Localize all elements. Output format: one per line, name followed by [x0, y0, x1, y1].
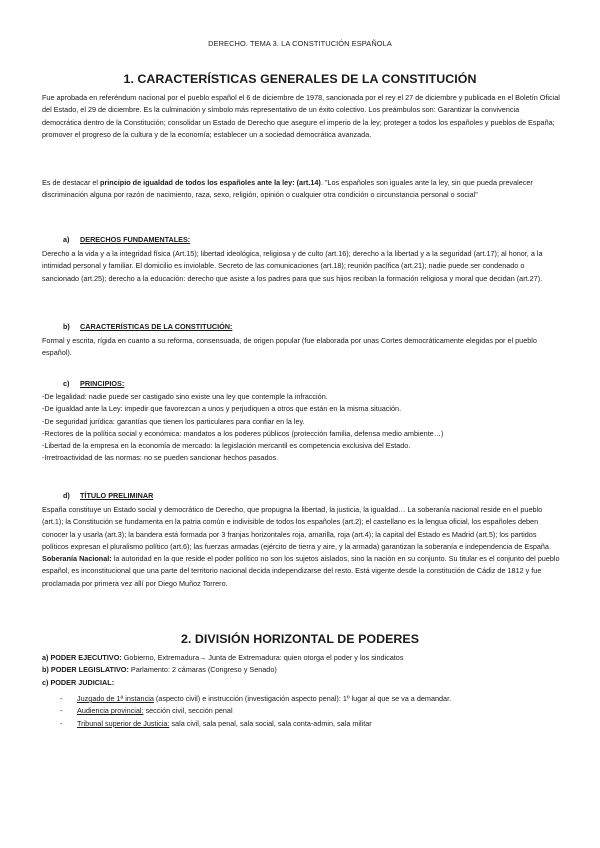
list-item	[60, 705, 560, 717]
subsection-d-body	[42, 504, 560, 590]
bullet-dash: -	[60, 694, 63, 703]
subsection-a-body	[42, 248, 560, 285]
list-item: -Rectores de la política social y económica: mandatos a los poderes públicos (protección familia, defensa medio ambiente…)	[42, 428, 444, 438]
subsection-d-letter: d)	[63, 491, 70, 500]
list-item: -De legalidad: nadie puede ser castigado sino existe una ley que contemple la infracción.	[42, 392, 328, 401]
subsection-a-text: Derecho a la vida y a la integridad física (Art.15); libertad ideológica, religiosa y de culto (art.16); derecho a la libertad y a la seguridad (art.17); al honor, a la intimidad personal y familiar. El domicilio es inviolable. Secreto de las comunicaciones (art.18); reunión pacífica (art.21); nadie puede ser condenado o sancionado (art.25); derecho a la educación: derecho que asiste a los padres para que sus hijos reciban la formación religiosa y moral que decidan (art.27).	[42, 249, 543, 283]
sovereignty-label: Soberanía Nacional:	[42, 554, 112, 564]
subsection-a-heading	[63, 235, 190, 244]
subsection-a-title: DERECHOS FUNDAMENTALES:	[80, 235, 191, 244]
executive-label: a) PODER EJECUTIVO:	[42, 653, 122, 662]
executive-text: Gobierno, Extremadura→ Junta de Extremadura: quien otorga el poder y los sindicatos	[121, 653, 404, 662]
section-1-title: 1. CARACTERÍSTICAS GENERALES DE LA CONSTITUCIÓN	[123, 72, 477, 86]
list-item: -De igualdad ante la Ley: impedir que favorezcan a unos y perjudiquen a otros que están en la misma situación.	[42, 404, 402, 414]
bullet-dash: -	[60, 718, 63, 728]
court-name: Tribunal superior de Justicia:	[77, 718, 170, 728]
subsection-d-heading	[63, 491, 153, 500]
equality-principle: principio de igualdad de todos los españoles ante la ley: (art.14)	[100, 178, 321, 187]
list-item	[60, 693, 560, 705]
intro-paragraph	[42, 92, 560, 141]
equality-text: . "Los españoles son iguales ante la ley, sin que pueda prevalecer discriminación alguna por razón de nacimiento, raza, sexo, religión, opinión o cualquier otra condición o circunstancia personal o social"	[42, 178, 533, 200]
judicial-list	[60, 693, 560, 730]
legislative-label: b) PODER LEGISLATIVO:	[42, 665, 129, 675]
subsection-c-letter: c)	[63, 379, 70, 388]
court-name: Juzgado de 1ª instancia	[77, 694, 154, 703]
list-item: -De seguridad jurídica: garantías que tienen los particulares para confiar en la ley.	[42, 416, 305, 426]
subsection-c-title: PRINCIPIOS:	[80, 379, 125, 388]
list-item: -Irretroactividad de las normas: no se pueden sancionar hechos pasados.	[42, 453, 279, 463]
subsection-c-heading	[63, 379, 124, 388]
page-header: DERECHO. TEMA 3. LA CONSTITUCIÓN ESPAÑOLA	[208, 39, 392, 48]
powers-list	[42, 652, 560, 689]
court-desc: sección civil, sección penal	[143, 706, 233, 716]
judicial-label: c) PODER JUDICIAL:	[42, 677, 115, 687]
subsection-b-text: Formal y escrita, rígida en cuanto a su reforma, consensuada, de origen popular (fue elaborada por unas Cortes democráticamente elegidas por el pueblo español).	[42, 336, 537, 358]
legislative-text: Parlamento: 2 cámaras (Congreso y Senado)	[128, 665, 277, 675]
subsection-d-text: España constituye un Estado social y democrático de Derecho, que propugna la libertad, la justicia, la igualdad… La soberanía nacional reside en el pueblo (art.1); la Constitución se fundamenta en la patria común e indivisible de todos los españoles (art.2); el castellano es la lengua oficial, los españoles deben conocer la y usarla (art.3); la bandera está formada por 3 franjas horizontales roja, amarilla, roja (art.4); la capital del Estado es Madrid (art.5); los partidos políticos expresan el pluralismo político (art.6); las fuerzas armadas (ejército de tierra y aire, y la armada) garantizan la soberanía e independencia de España.	[42, 505, 551, 551]
court-name: Audiencia provincial:	[77, 706, 144, 716]
section-2-title: 2. DIVISIÓN HORIZONTAL DE PODERES	[180, 632, 420, 646]
subsection-b-title: CARACTERÍSTICAS DE LA CONSTITUCIÓN:	[80, 322, 233, 331]
subsection-d-title: TÍTULO PRELIMINAR	[80, 491, 154, 500]
principles-list	[42, 391, 560, 465]
court-desc: sala civil, sala penal, sala social, sala conta-admin, sala militar	[169, 718, 372, 728]
sovereignty-text: la autoridad en la que reside el poder político no son los sujetos aislados, sino la nación en su conjunto. Su titular es el conjunto del pueblo español, es inconstitucional que una parte del territorio nacional decida independizarse del resto. Está vigente desde la constitución de Cádiz de 1812 y fue proclamada por primera vez allí por Diego Muñoz Torrero.	[42, 554, 560, 588]
court-desc: (aspecto civil) e instrucción (investigación aspecto penal): 1º lugar al que se va a demandar.	[153, 694, 452, 703]
subsection-b-letter: b)	[63, 322, 70, 331]
list-item	[60, 718, 560, 730]
subsection-b-body	[42, 335, 560, 360]
equality-prefix: Es de destacar el	[42, 178, 101, 187]
subsection-a-letter: a)	[63, 235, 70, 244]
intro-text: Fue aprobada en referéndum nacional por el pueblo español el 6 de diciembre de 1978, sancionada por el rey el 27 de diciembre y publicada en el Boletín Oficial del Estado, el 29 de diciembre. Es la culminación y símbolo más representativo de un éxito colectivo. Los preámbulos son: Garantizar la convivencia democrática dentro de la Constitución; consolidar un Estado de Derecho que asegure el imperio de la ley; proteger a todos los españoles y pueblos de España; promover el progreso de la cultura y de la economía; establecer un a sociedad democrática avanzada.	[42, 93, 560, 139]
list-item: -Libertad de la empresa en la economía de mercado: la legislación mercantil es competencia exclusiva del Estado.	[42, 441, 411, 451]
subsection-b-heading	[63, 322, 232, 331]
bullet-dash: -	[60, 706, 63, 716]
equality-paragraph	[42, 177, 560, 202]
